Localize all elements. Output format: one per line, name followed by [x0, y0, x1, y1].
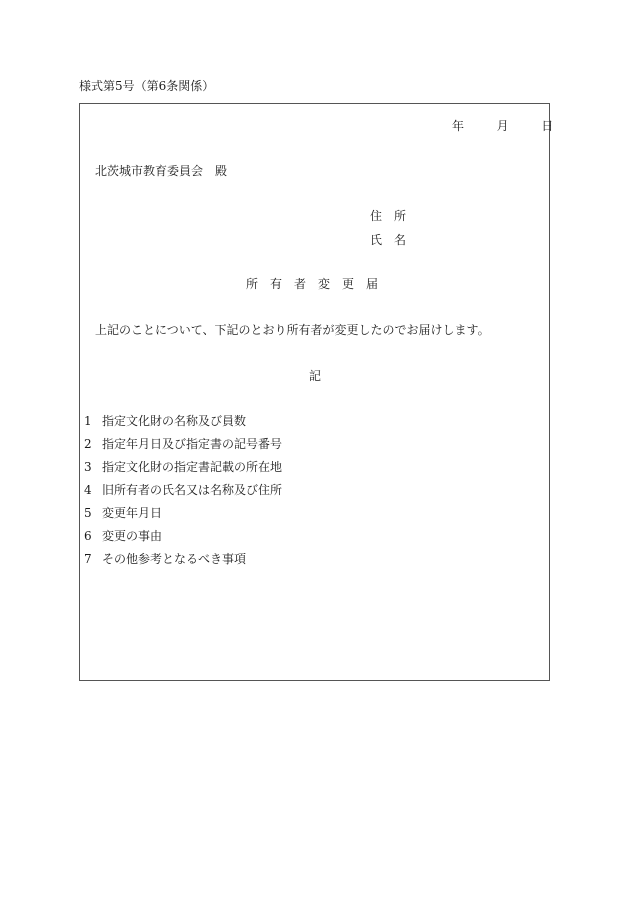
list-item-text: 指定文化財の指定書記載の所在地 — [102, 460, 283, 474]
form-number-label: 様式第5号（第6条関係） — [79, 79, 215, 93]
list-item — [84, 438, 282, 450]
list-item — [84, 415, 246, 427]
list-item-number: 5 — [84, 506, 92, 520]
list-item-text: 指定年月日及び指定書の記号番号 — [102, 437, 283, 451]
list-item-text: その他参考となるべき事項 — [102, 552, 247, 566]
date-day: 日 — [541, 119, 554, 133]
list-item-number: 4 — [84, 483, 92, 497]
date-month: 月 — [496, 119, 509, 133]
list-item — [84, 484, 282, 496]
ki-heading: 記 — [309, 369, 322, 383]
list-item-number: 7 — [84, 552, 92, 566]
list-item-number: 6 — [84, 529, 92, 543]
list-item-text: 変更年月日 — [102, 506, 163, 520]
list-item — [84, 553, 246, 565]
document-title: 所 有 者 変 更 届 — [246, 277, 379, 291]
address-label: 住 所 — [370, 209, 407, 223]
addressee: 北茨城市教育委員会 殿 — [95, 164, 228, 178]
date-line — [452, 120, 553, 132]
name-label: 氏 名 — [370, 233, 407, 247]
list-item-text: 指定文化財の名称及び員数 — [102, 414, 247, 428]
list-item — [84, 507, 162, 519]
date-year: 年 — [452, 119, 465, 133]
list-item-number: 3 — [84, 460, 92, 474]
body-text: 上記のことについて、下記のとおり所有者が変更したのでお届けします。 — [95, 323, 490, 337]
list-item-number: 2 — [84, 437, 92, 451]
list-item — [84, 530, 162, 542]
form-frame — [79, 103, 550, 681]
list-item — [84, 461, 282, 473]
list-item-number: 1 — [84, 414, 92, 428]
list-item-text: 旧所有者の氏名又は名称及び住所 — [102, 483, 283, 497]
list-item-text: 変更の事由 — [102, 529, 163, 543]
